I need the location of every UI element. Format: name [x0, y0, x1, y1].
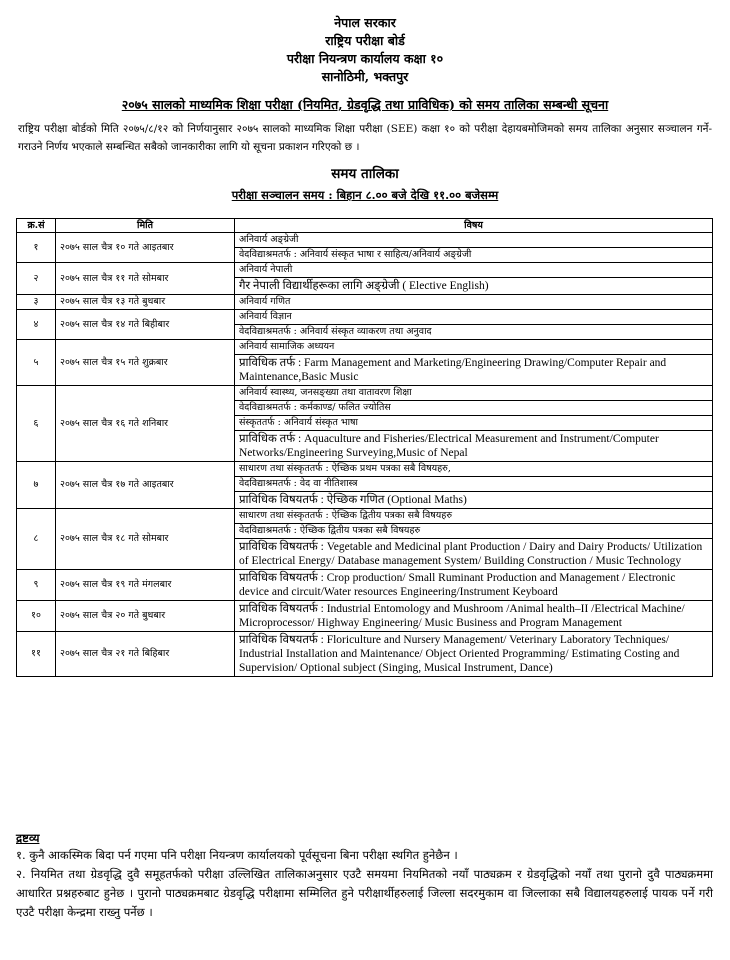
note-item: १. कुनै आकस्मिक बिदा पर्न गएमा पनि परीक्षा नियन्त्रण कार्यालयको पूर्वसूचना बिना परीक्षा स्थगित हुनेछैन । [16, 848, 458, 862]
subject-cell: अनिवार्य अङ्ग्रेजी [235, 233, 713, 248]
subject-cell: वेदविद्याश्रमतर्फ : अनिवार्य संस्कृत व्याकरण तथा अनुवाद [235, 325, 713, 340]
table-row [17, 310, 713, 325]
subject-cell: वेदविद्याश्रमतर्फ : वेद वा नीतिशास्त्र [235, 477, 713, 492]
schedule-time-text: परीक्षा सञ्चालन समय : बिहान ८.०० बजे देखि ११.०० बजेसम्म [231, 188, 499, 202]
table-row [17, 509, 713, 524]
header-subject: विषय [235, 219, 713, 233]
date-cell: २०७५ साल चैत्र १४ गते बिहीबार [56, 310, 235, 340]
subject-cell: प्राविधिक विषयतर्फ : Vegetable and Medicinal plant Production / Dairy and Dairy Products/ Utilization of Electrical Energy/ Database management System/ Building Construction / Music Technology [235, 539, 713, 570]
subject-cell: गैर नेपाली विद्यार्थीहरूका लागि अङ्ग्रेजी ( Elective English) [235, 278, 713, 295]
serial-cell: २ [17, 263, 56, 295]
serial-cell: ११ [17, 632, 56, 677]
table-row [17, 386, 713, 401]
subject-cell: साधारण तथा संस्कृततर्फ : ऐच्छिक द्वितीय पत्रका सबै विषयहरु [235, 509, 713, 524]
date-cell: २०७५ साल चैत्र १७ गते आइतबार [56, 462, 235, 509]
subject-cell: अनिवार्य नेपाली [235, 263, 713, 278]
serial-cell: ५ [17, 340, 56, 386]
table-row [17, 632, 713, 677]
notes-heading: द्रष्टव्य [16, 831, 40, 845]
serial-cell: ७ [17, 462, 56, 509]
subject-cell: अनिवार्य विज्ञान [235, 310, 713, 325]
header-govt: नेपाल सरकार [334, 15, 396, 30]
date-cell: २०७५ साल चैत्र १३ गते बुधबार [56, 295, 235, 310]
schedule-time [0, 186, 730, 204]
notice-subject-text: २०७५ सालको माध्यमिक शिक्षा परीक्षा (नियमित, ग्रेडवृद्धि तथा प्राविधिक) को समय तालिका सम्बन्धी सूचना [121, 97, 609, 112]
subject-cell: प्राविधिक विषयतर्फ : Crop production/ Small Ruminant Production and Management / Electronic device and circuit/Water resources Engineering/Instrument Keyboard [235, 570, 713, 601]
header-location: सानोठिमी, भक्तपुर [321, 69, 409, 84]
serial-cell: ८ [17, 509, 56, 570]
header-board: राष्ट्रिय परीक्षा बोर्ड [325, 33, 405, 48]
note-item: २. नियमित तथा ग्रेडवृद्धि दुवै समूहतर्फको परीक्षा उल्लिखित तालिकाअनुसार एउटै समयमा नियमितको नयाँ पाठ्यक्रम र ग्रेडवृद्धिको नयाँ तथा पुरानो दुवै पाठ्यक्रममा आधारित प्रश्नहरुबाट हुनेछ । पुरानो पाठ्यक्रमबाट ग्रेडवृद्धि परीक्षामा सम्मिलित हुने परीक्षार्थीहरुलाई जिल्ला सदरमुकाम वा जिल्लाका सबै विद्यालयहरुलाई पायक पर्ने गरी एउटै परीक्षा केन्द्रमा राख्नु पर्नेछ । [16, 867, 713, 919]
date-cell: २०७५ साल चैत्र १५ गते शुक्रबार [56, 340, 235, 386]
date-cell: २०७५ साल चैत्र २१ गते बिहिबार [56, 632, 235, 677]
subject-cell: प्राविधिक तर्फ : Aquaculture and Fisheries/Electrical Measurement and Instrument/Computer Networks/Engineering Surveying,Music of Nepal [235, 431, 713, 462]
date-cell: २०७५ साल चैत्र १९ गते मंगलबार [56, 570, 235, 601]
subject-cell: प्राविधिक विषयतर्फ : Floriculture and Nursery Management/ Veterinary Laboratory Techniques/ Industrial Installation and Maintenance/ Object Oriented Programming/ Estimating Costing and Supervision/ Optional subject (Singing, Musical Instrument, Dance) [235, 632, 713, 677]
subject-cell: वेदविद्याश्रमतर्फ : अनिवार्य संस्कृत भाषा र साहित्य/अनिवार्य अङ्ग्रेजी [235, 248, 713, 263]
table-row [17, 462, 713, 477]
table-row [17, 340, 713, 355]
table-row [17, 233, 713, 248]
subject-cell: वेदविद्याश्रमतर्फ : कर्मकाण्ड/ फलित ज्योतिस [235, 401, 713, 416]
notice-intro: राष्ट्रिय परीक्षा बोर्डको मिति २०७५/८/१२ को निर्णयानुसार २०७५ सालको माध्यमिक शिक्षा परीक्षा (SEE) कक्षा १० को परीक्षा देहायबमोजिमको समय तालिका अनुसार सञ्चालन गर्ने-गराउने निर्णय भएकाले सम्बन्धित सबैको जानकारीका लागि यो सूचना प्रकाशन गरिएको छ । [18, 123, 712, 153]
table-row [17, 263, 713, 278]
subject-cell: प्राविधिक विषयतर्फ : ऐच्छिक गणित (Optional Maths) [235, 492, 713, 509]
subject-cell: प्राविधिक विषयतर्फ : Industrial Entomology and Mushroom /Animal health–II /Electrical Machine/ Microprocessor/ Highway Engineering/ Music Business and Program Management [235, 601, 713, 632]
serial-cell: ४ [17, 310, 56, 340]
subject-cell: अनिवार्य स्वास्थ्य, जनसङ्ख्या तथा वातावरण शिक्षा [235, 386, 713, 401]
subject-cell: साधारण तथा संस्कृततर्फ : ऐच्छिक प्रथम पत्रका सबै विषयहरु, [235, 462, 713, 477]
date-cell: २०७५ साल चैत्र २० गते बुधबार [56, 601, 235, 632]
subject-cell: संस्कृततर्फ : अनिवार्य संस्कृत भाषा [235, 416, 713, 431]
header-date: मिति [56, 219, 235, 233]
subject-cell: प्राविधिक तर्फ : Farm Management and Marketing/Engineering Drawing/Computer Repair and Maintenance,Basic Music [235, 355, 713, 386]
table-header-row [17, 219, 713, 233]
header-serial: क्र.सं [17, 219, 56, 233]
schedule-title: समय तालिका [331, 166, 399, 182]
serial-cell: १ [17, 233, 56, 263]
date-cell: २०७५ साल चैत्र १० गते आइतबार [56, 233, 235, 263]
table-row [17, 570, 713, 601]
table-row [17, 601, 713, 632]
serial-cell: ९ [17, 570, 56, 601]
subject-cell: वेदविद्याश्रमतर्फ : ऐच्छिक द्वितीय पत्रका सबै विषयहरु [235, 524, 713, 539]
serial-cell: ३ [17, 295, 56, 310]
notes-section [16, 830, 713, 922]
serial-cell: ६ [17, 386, 56, 462]
table-body [17, 233, 713, 677]
header-office: परीक्षा नियन्त्रण कार्यालय कक्षा १० [286, 51, 444, 66]
subject-cell: अनिवार्य सामाजिक अध्ययन [235, 340, 713, 355]
subject-cell: अनिवार्य गणित [235, 295, 713, 310]
serial-cell: १० [17, 601, 56, 632]
date-cell: २०७५ साल चैत्र १६ गते शनिबार [56, 386, 235, 462]
date-cell: २०७५ साल चैत्र १८ गते सोमबार [56, 509, 235, 570]
date-cell: २०७५ साल चैत्र ११ गते सोमबार [56, 263, 235, 295]
notice-subject [0, 96, 730, 114]
table-row [17, 295, 713, 310]
exam-schedule-table [16, 218, 713, 677]
